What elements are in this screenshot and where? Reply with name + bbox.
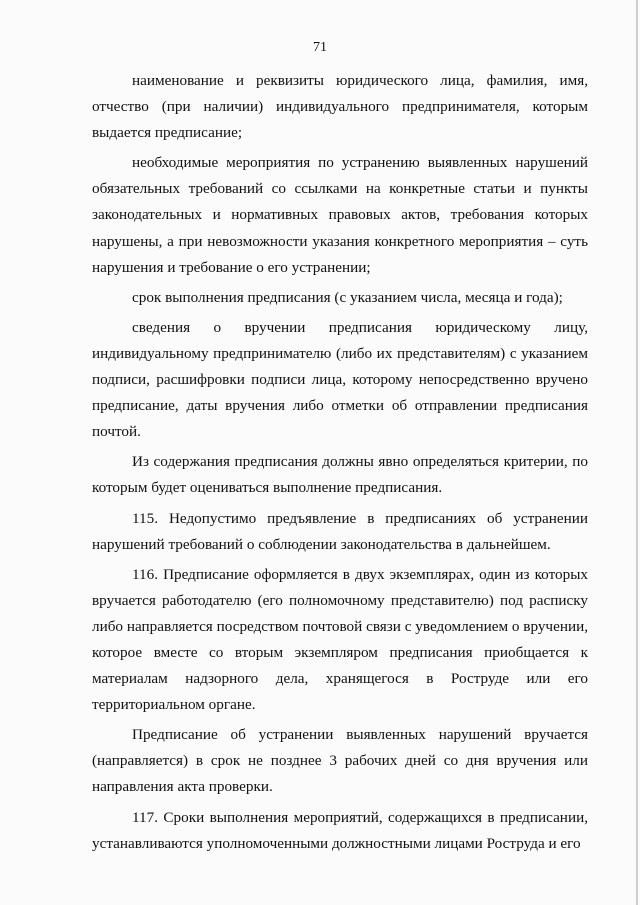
paragraph-delivery-term: Предписание об устранении выявленных нарушений вручается (направляется) в срок не позднее 3 рабочих дней со дня вручения или направления акта проверки. <box>92 726 588 796</box>
paragraph-115: 115. Недопустимо предъявление в предписаниях об устранении нарушений требований о соблюдении законодательства в дальнейшем. <box>92 509 588 553</box>
paragraph-legal-entity-name: наименование и реквизиты юридического лица, фамилия, имя, отчество (при наличии) индивидуального предпринимателя, которым выдается предписание; <box>92 72 588 142</box>
paragraph-delivery-info: сведения о вручении предписания юридическому лицу, индивидуальному предпринимателю (либо их представителям) с указанием подписи, расшифровки подписи лица, которому непосредственно вручено предписание, даты вручения либо отметки об отправлении предписания почтой. <box>92 318 588 441</box>
paragraph-116: 116. Предписание оформляется в двух экземплярах, один из которых вручается работодателю (его полномочному представителю) под расписку либо направляется посредством почтовой связи с уведомлением о вручении, которое вместе со вторым экземпляром предписания приобщается к материалам надзорного дела, хранящегося в Роструде или его территориальном органе. <box>92 565 588 714</box>
document-body <box>92 68 588 861</box>
paragraph-required-measures: необходимые мероприятия по устранению выявленных нарушений обязательных требований со ссылками на конкретные статьи и пункты законодательных и нормативных правовых актов, требования которых нарушены, а при невозможности указания конкретного мероприятия – суть нарушения и требование о его устранении; <box>92 154 588 276</box>
paragraph-criteria: Из содержания предписания должны явно определяться критерии, по которым будет оцениваться выполнение предписания. <box>92 453 588 497</box>
scan-edge-line <box>636 0 638 905</box>
paragraph-117: 117. Сроки выполнения мероприятий, содержащихся в предписании, устанавливаются уполномоченными должностными лицами Роструда и его <box>92 808 588 852</box>
page-number: 71 <box>313 40 327 55</box>
paragraph-deadline: срок выполнения предписания (с указанием числа, месяца и года); <box>132 288 563 306</box>
